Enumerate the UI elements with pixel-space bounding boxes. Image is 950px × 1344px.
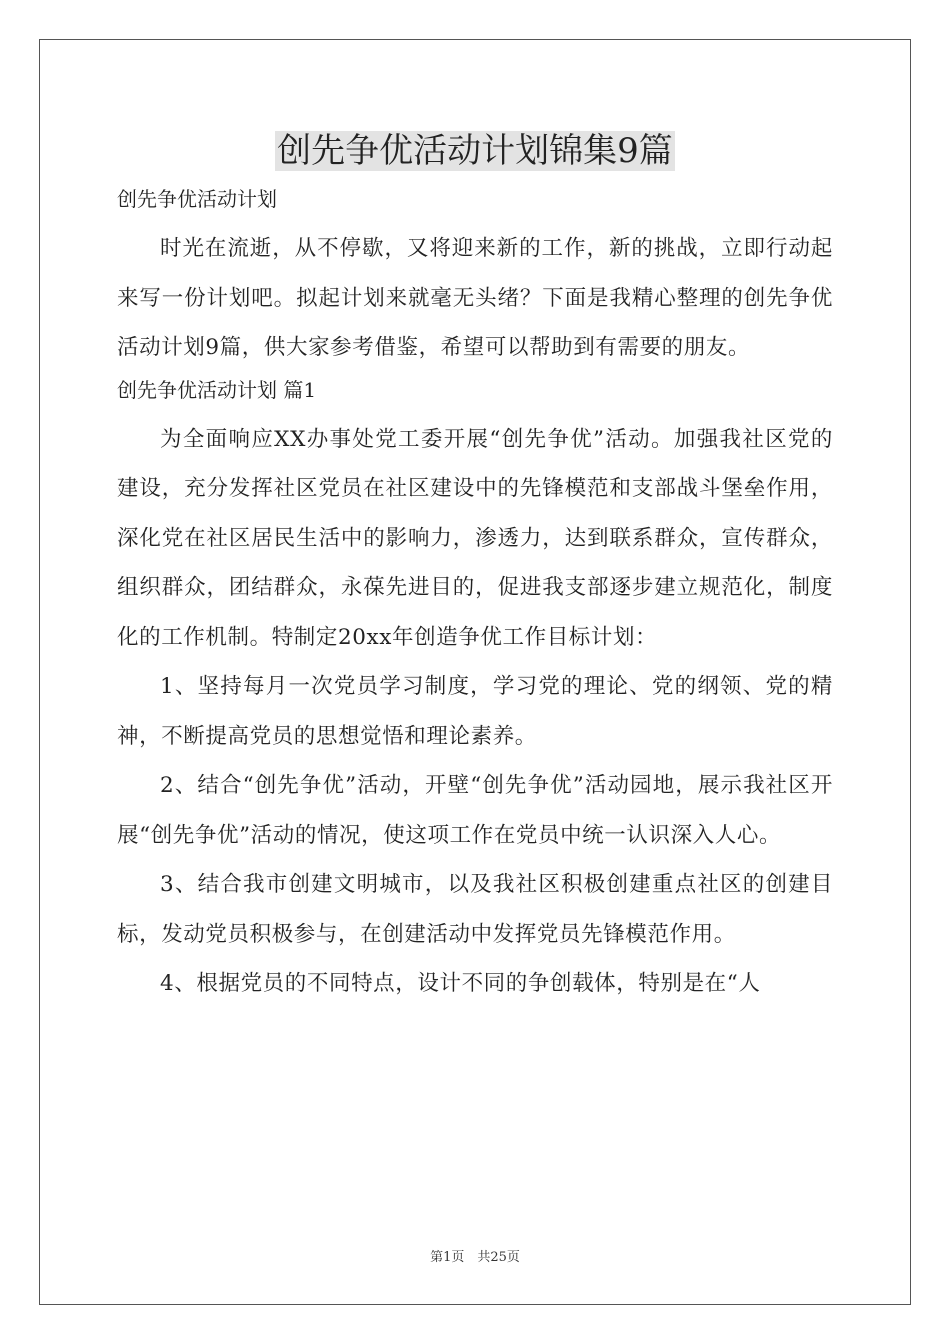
section-heading: 创先争优活动计划 篇1: [117, 377, 317, 402]
body-paragraph: 为全面响应XX办事处党工委开展“创先争优”活动。加强我社区党的建设，充分发挥社区党员在社区建设中的先锋模范和支部战斗堡垒作用，深化党在社区居民生活中的影响力，渗透力，达到联系群众，宣传群众，组织群众，团结群众，永葆先进目的，促进我支部逐步建立规范化，制度化的工作机制。特制定20xx年创造争优工作目标计划：: [117, 426, 833, 650]
page-footer: 第1页 共25页: [430, 1250, 520, 1265]
body-paragraph: 1、坚持每月一次党员学习制度，学习党的理论、党的纲领、党的精神，不断提高党员的思想觉悟和理论素养。: [117, 674, 833, 749]
body-paragraph: 3、结合我市创建文明城市，以及我社区积极创建重点社区的创建目标，发动党员积极参与，在创建活动中发挥党员先锋模范作用。: [117, 872, 833, 947]
document-title: [117, 128, 833, 174]
body-paragraph: 2、结合“创先争优”活动，开壁“创先争优”活动园地，展示我社区开展“创先争优”活动的情况，使这项工作在党员中统一认识深入人心。: [117, 773, 833, 848]
document-title-text: 创先争优活动计划锦集9篇: [277, 131, 673, 171]
body-paragraph: 4、根据党员的不同特点，设计不同的争创载体，特别是在“人: [160, 971, 761, 996]
document-subtitle: 创先争优活动计划: [117, 187, 277, 211]
document-body: [117, 128, 833, 1009]
intro-paragraph: 时光在流逝，从不停歇，又将迎来新的工作，新的挑战，立即行动起来写一份计划吧。拟起计划来就毫无头绪？下面是我精心整理的创先争优活动计划9篇，供大家参考借鉴，希望可以帮助到有需要的朋友。: [117, 236, 833, 360]
